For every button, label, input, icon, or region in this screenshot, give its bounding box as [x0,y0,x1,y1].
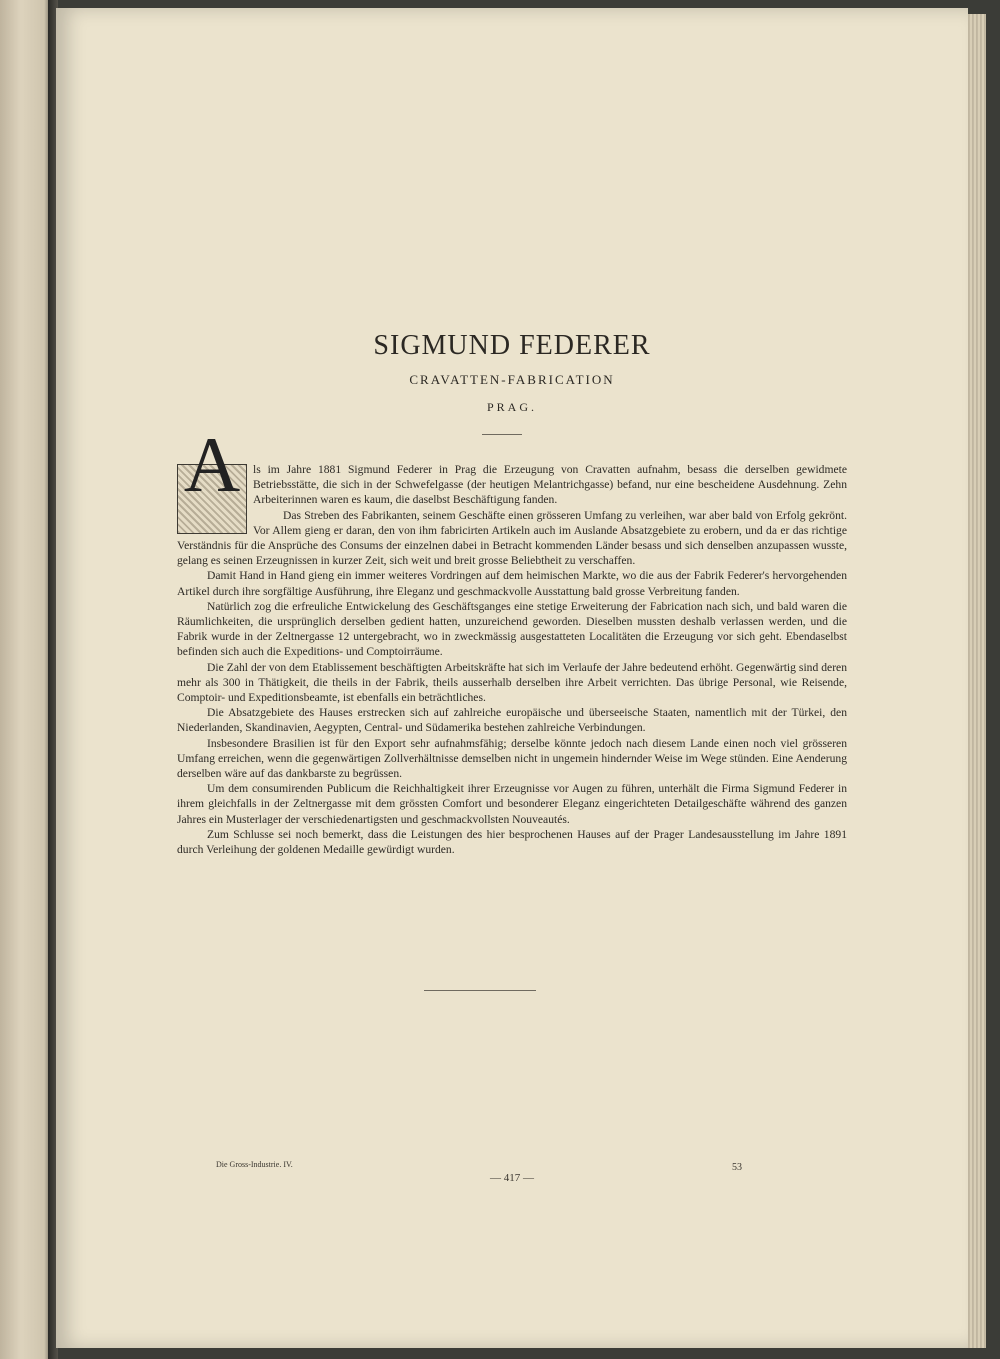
page-title: SIGMUND FEDERER [373,330,651,361]
title-divider [482,434,522,435]
article-body [177,421,847,857]
paragraph: Um dem consumirenden Publicum die Reichhaltigkeit ihrer Erzeugnisse vor Augen zu führen, unterhält die Firma Sigmund Federer in ihrem gleichfalls in der Zeltnergasse mit dem grössten Comfort und besonderer Eleganz eingerichteten Detailgeschäfte während des ganzen Jahres ein Musterlager der verschiedenartigsten und geschmackvollsten Nouveautés. [177,782,847,826]
paragraph: ls im Jahre 1881 Sigmund Federer in Prag die Erzeugung von Cravatten aufnahm, besass die derselben gewidmete Betriebsstätte, die sich in der Schwefelgasse (der heutigen Melantrichgasse) befand, nur eine bescheidene Ausdehnung. Zehn Arbeiterinnen waren es kaum, die daselbst Beschäftigung fanden. [253,463,847,507]
left-page-edge [0,0,52,1359]
footer-signature: 53 [732,1162,742,1173]
paragraph: Zum Schlusse sei noch bemerkt, dass die Leistungen des hier besprochenen Hauses auf der Prager Landesausstellung im Jahre 1891 durch Verleihung der goldenen Medaille gewürdigt wurden. [177,827,847,857]
page-subtitle: CRAVATTEN-FABRICATION [409,372,615,387]
footer-page-number: — 417 — [490,1172,534,1184]
paragraph: Die Zahl der von dem Etablissement beschäftigten Arbeitskräfte hat sich im Verlaufe der Jahre bedeutend erhöht. Gegenwärtig sind deren mehr als 300 in Thätigkeit, die theils in der Fabrik, theils ausserhalb derselben ihre Arbeit verrichten. Das übrige Personal, wie Reisende, Comptoir- und Expeditionsbeamte, ist ebenfalls ein beträchtliches. [177,660,847,705]
end-divider [424,990,536,991]
paragraph: Die Absatzgebiete des Hauses erstrecken sich auf zahlreiche europäische und überseeische Staaten, namentlich mit der Türkei, den Niederlanden, Skandinavien, Aegypten, Central- und Südamerika bestehen zahlreiche Verbindungen. [177,706,847,735]
initial-letter: A [183,421,241,508]
decorated-initial [177,421,247,534]
paragraph: Natürlich zog die erfreuliche Entwickelung des Geschäftsganges eine stetige Erweiterung der Fabrication nach sich, und bald waren die Räumlichkeiten, die ursprünglich derselben gedient hatten, unzureichend geworden. Dieselben mussten deshalb verlassen werden, und die Fabrik wurde in der Zeltnergasse 12 untergebracht, wo in zweckmässig ausgestatteten Localitäten die Erzeugung vor sich geht. Ebendaselbst befinden sich auch die Expeditions- und Comptoirräume. [177,599,847,659]
paragraph: Insbesondere Brasilien ist für den Export sehr aufnahmsfähig; derselbe könnte jedoch nach diesem Lande einen noch viel grösseren Umfang erreichen, wenn die gegenwärtigen Zollverhältnisse demselben nicht in ungemein hindernder Weise im Wege stünden. Eine Aenderung derselben wäre auf das dankbarste zu begrüssen. [177,736,847,781]
paragraph: Das Streben des Fabrikanten, seinem Geschäfte einen grösseren Umfang zu verleihen, war aber bald von Erfolg gekrönt. Vor Allem gieng er daran, den von ihm fabricirten Artikeln auch im Auslande Absatzgebiete zu erobern, und da er das richtige Verständnis für die Ansprüche des Consums der einzelnen dabei in Betracht kommenden Länder besass und sich denselben anzupassen wusste, gelang es seinen Erzeugnissen in kurzer Zeit, sich weit und breit grosse Beliebtheit zu verschaffen. [177,508,847,568]
paragraph: Damit Hand in Hand gieng ein immer weiteres Vordringen auf dem heimischen Markte, wo die aus der Fabrik Federer's hervorgehenden Artikel durch ihre sorgfältige Ausführung, ihre Eleganz und geschmackvolle Ausstattung bald grosse Verbreitung fanden. [177,569,847,598]
document-page [56,8,968,1348]
page-place: PRAG. [486,400,537,414]
footer-series: Die Gross-Industrie. IV. [216,1160,293,1169]
